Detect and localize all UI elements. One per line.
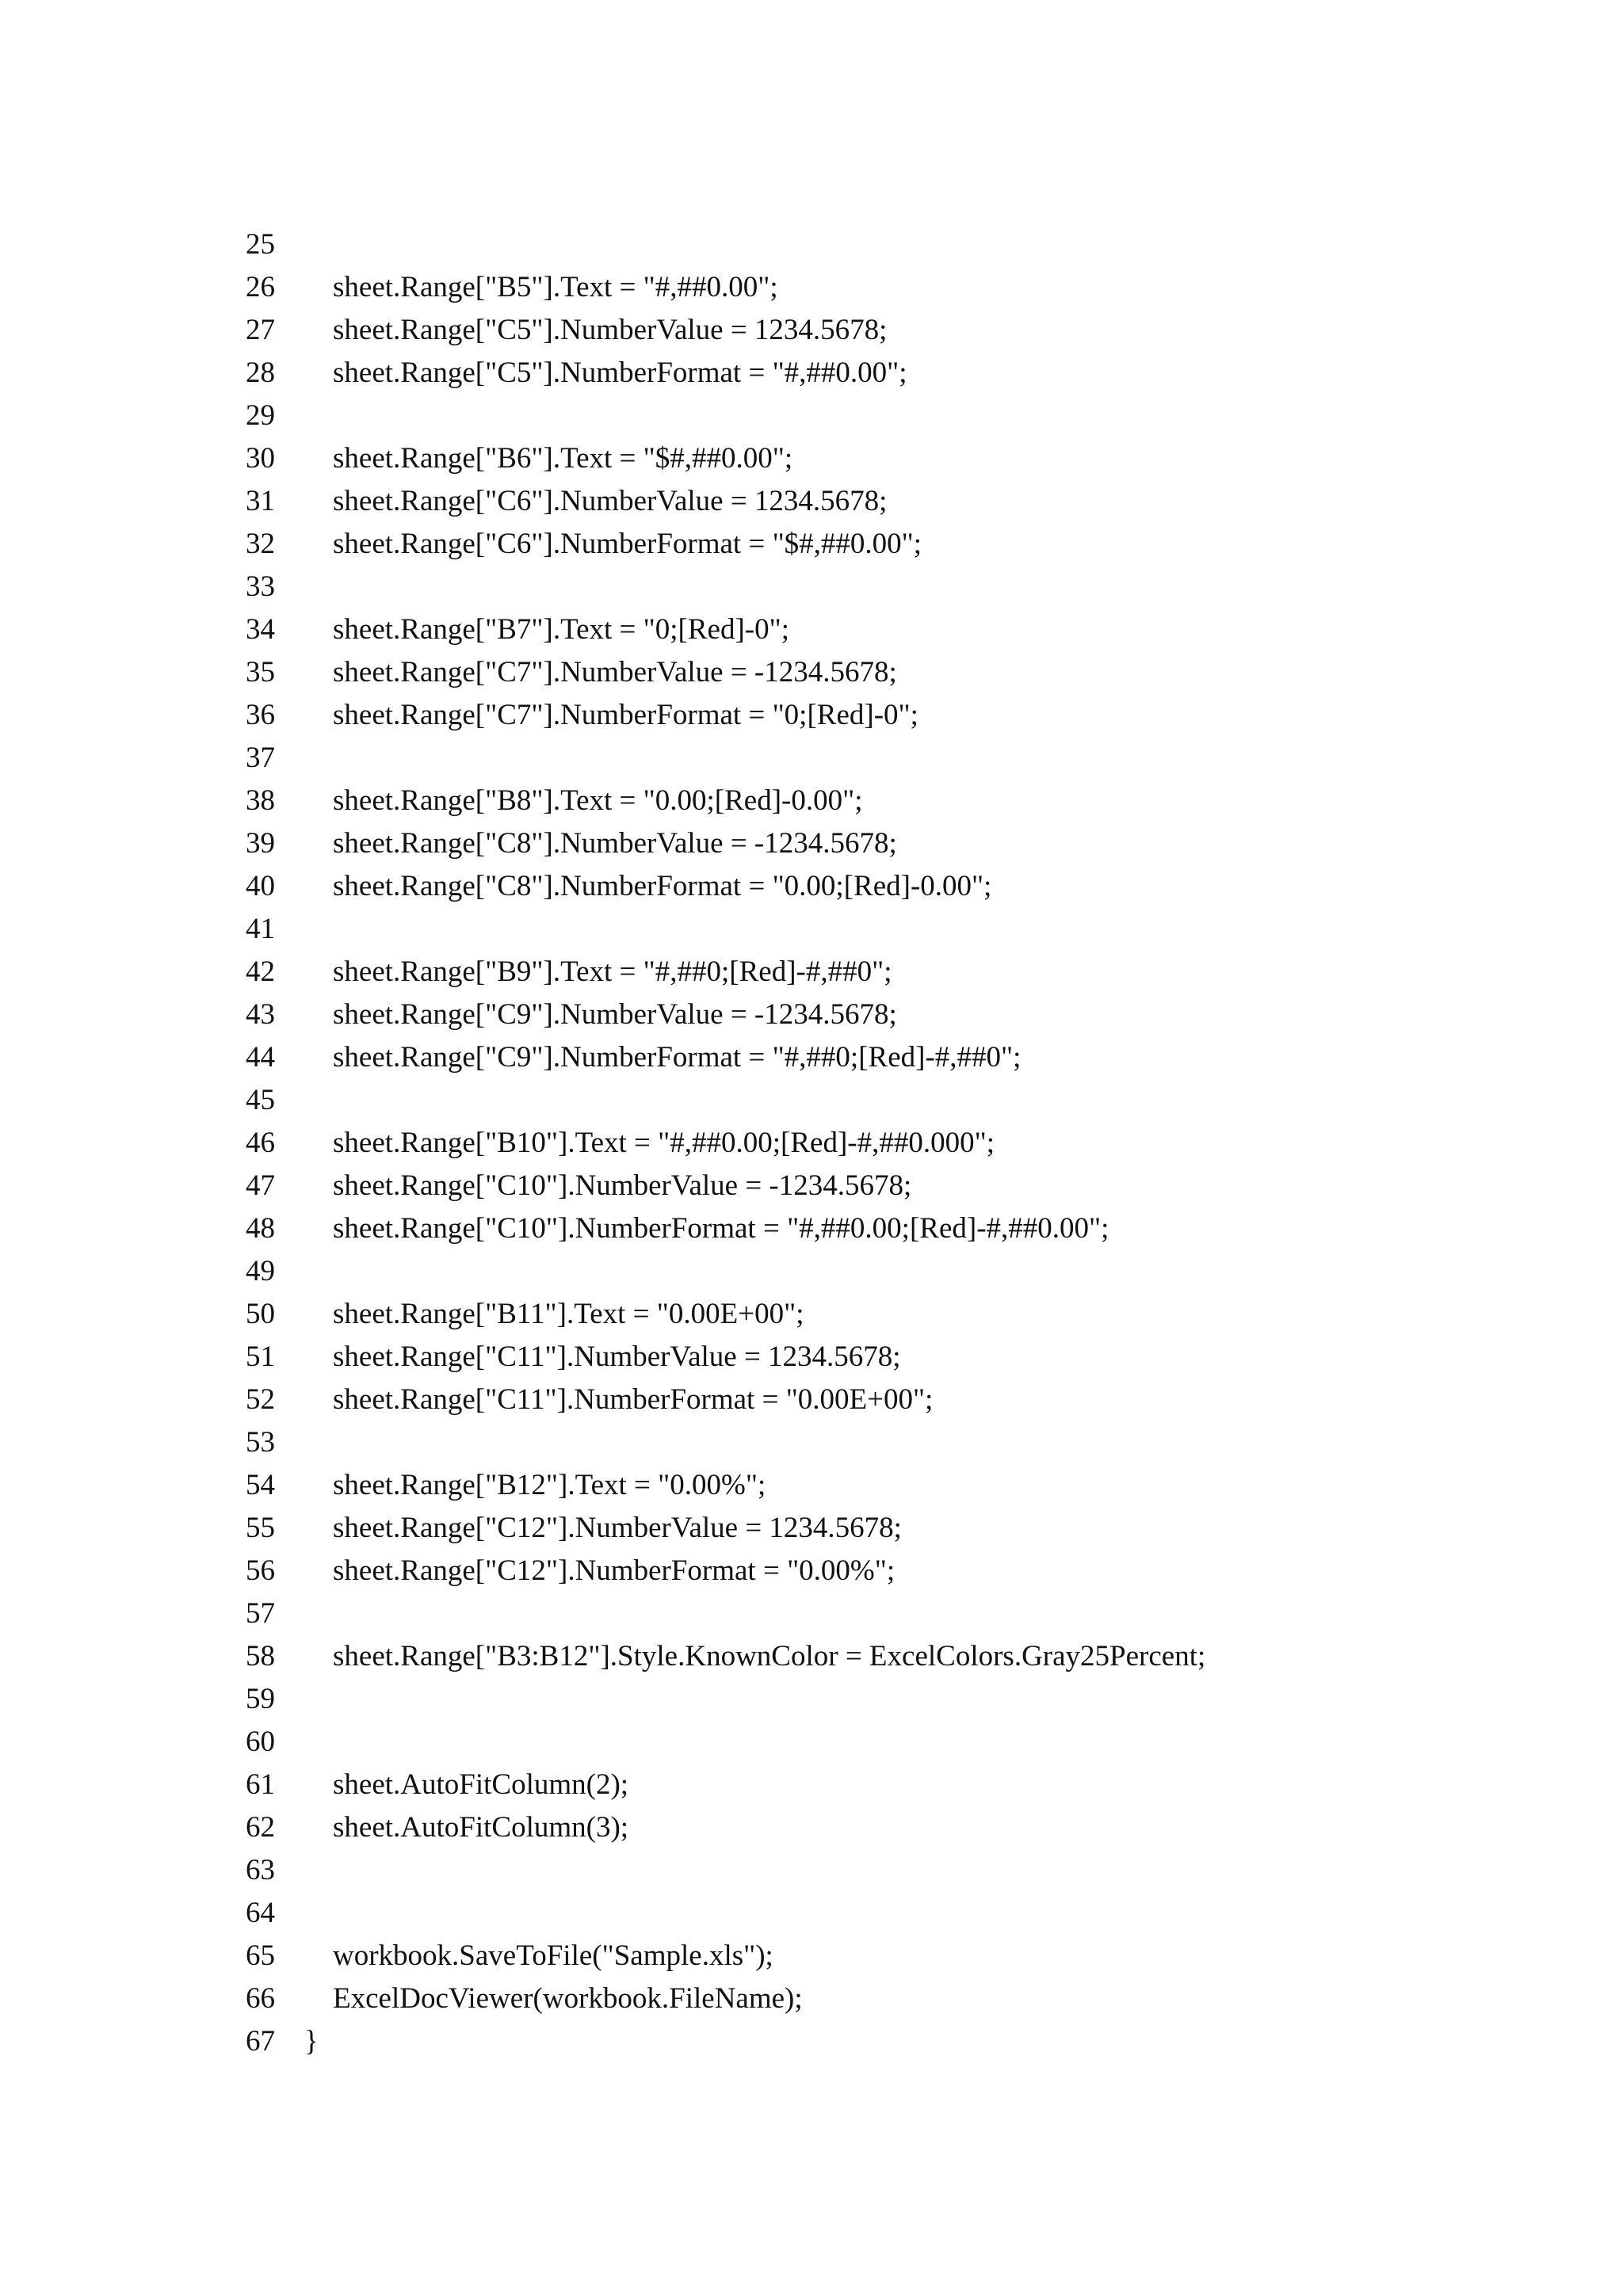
code-text: sheet.Range["C9"].NumberValue = -1234.5678; xyxy=(333,998,897,1031)
code-line xyxy=(0,694,1623,737)
code-line xyxy=(0,1721,1623,1764)
code-line xyxy=(0,437,1623,480)
code-line xyxy=(0,523,1623,566)
code-text: sheet.Range["C9"].NumberFormat = "#,##0;[Red]-#,##0"; xyxy=(333,1041,1022,1074)
line-number: 62 xyxy=(246,1811,275,1844)
code-line xyxy=(0,737,1623,780)
line-number: 25 xyxy=(246,228,275,261)
line-number: 28 xyxy=(246,357,275,389)
line-number: 35 xyxy=(246,656,275,688)
line-number: 37 xyxy=(246,742,275,774)
code-line xyxy=(0,608,1623,651)
line-number: 45 xyxy=(246,1084,275,1116)
code-line xyxy=(0,1036,1623,1079)
code-text: sheet.AutoFitColumn(3); xyxy=(333,1811,629,1844)
code-line xyxy=(0,1978,1623,2020)
code-line xyxy=(0,1592,1623,1635)
line-number: 46 xyxy=(246,1127,275,1159)
code-line xyxy=(0,780,1623,822)
code-text: sheet.Range["B12"].Text = "0.00%"; xyxy=(333,1469,766,1501)
code-text: sheet.Range["C8"].NumberFormat = "0.00;[Red]-0.00"; xyxy=(333,870,992,902)
line-number: 54 xyxy=(246,1469,275,1501)
line-number: 53 xyxy=(246,1426,275,1459)
code-line xyxy=(0,822,1623,865)
code-text: sheet.Range["B10"].Text = "#,##0.00;[Red]-#,##0.000"; xyxy=(333,1127,995,1159)
line-number: 38 xyxy=(246,784,275,817)
code-line xyxy=(0,1293,1623,1336)
code-line xyxy=(0,395,1623,437)
line-number: 49 xyxy=(246,1255,275,1287)
line-number: 63 xyxy=(246,1854,275,1886)
line-number: 39 xyxy=(246,827,275,860)
line-number: 52 xyxy=(246,1383,275,1416)
line-number: 65 xyxy=(246,1939,275,1972)
code-text: sheet.Range["B7"].Text = "0;[Red]-0"; xyxy=(333,613,789,646)
code-text: sheet.Range["B9"].Text = "#,##0;[Red]-#,##0"; xyxy=(333,955,892,988)
line-number: 58 xyxy=(246,1640,275,1672)
line-number: 60 xyxy=(246,1726,275,1758)
code-text: sheet.Range["B3:B12"].Style.KnownColor = ExcelColors.Gray25Percent; xyxy=(333,1640,1206,1672)
line-number: 27 xyxy=(246,314,275,346)
line-number: 44 xyxy=(246,1041,275,1074)
line-number: 32 xyxy=(246,528,275,560)
line-number: 64 xyxy=(246,1897,275,1929)
code-line xyxy=(0,1079,1623,1122)
line-number: 26 xyxy=(246,271,275,303)
code-text: ExcelDocViewer(workbook.FileName); xyxy=(333,1982,803,2015)
line-number: 40 xyxy=(246,870,275,902)
code-text: sheet.Range["C5"].NumberFormat = "#,##0.00"; xyxy=(333,357,907,389)
code-text: sheet.Range["B6"].Text = "$#,##0.00"; xyxy=(333,442,793,475)
line-number: 48 xyxy=(246,1212,275,1245)
line-number: 51 xyxy=(246,1341,275,1373)
code-line xyxy=(0,1764,1623,1806)
closing-brace: } xyxy=(304,2025,319,2058)
line-number: 66 xyxy=(246,1982,275,2015)
code-text: sheet.Range["B11"].Text = "0.00E+00"; xyxy=(333,1298,804,1330)
code-line xyxy=(0,1678,1623,1721)
code-text: sheet.AutoFitColumn(2); xyxy=(333,1768,629,1801)
line-number: 57 xyxy=(246,1597,275,1630)
line-number: 67 xyxy=(246,2025,275,2058)
code-listing xyxy=(0,223,1623,2063)
code-line xyxy=(0,865,1623,908)
code-line xyxy=(0,951,1623,994)
code-line xyxy=(0,1379,1623,1421)
code-line xyxy=(0,223,1623,266)
code-text: sheet.Range["C10"].NumberValue = -1234.5678; xyxy=(333,1169,912,1202)
line-number: 30 xyxy=(246,442,275,475)
code-text: sheet.Range["C7"].NumberFormat = "0;[Red]-0"; xyxy=(333,699,918,731)
code-line xyxy=(0,1892,1623,1935)
code-line xyxy=(0,352,1623,395)
code-line xyxy=(0,1550,1623,1592)
code-line xyxy=(0,2020,1623,2063)
line-number: 41 xyxy=(246,913,275,945)
code-line xyxy=(0,1507,1623,1550)
line-number: 61 xyxy=(246,1768,275,1801)
code-line xyxy=(0,1207,1623,1250)
code-text: sheet.Range["C10"].NumberFormat = "#,##0.00;[Red]-#,##0.00"; xyxy=(333,1212,1109,1245)
line-number: 42 xyxy=(246,955,275,988)
code-text: sheet.Range["B8"].Text = "0.00;[Red]-0.00"; xyxy=(333,784,863,817)
code-text: sheet.Range["C8"].NumberValue = -1234.5678; xyxy=(333,827,897,860)
code-line xyxy=(0,1849,1623,1892)
code-text: sheet.Range["C7"].NumberValue = -1234.5678; xyxy=(333,656,897,688)
code-line xyxy=(0,994,1623,1036)
line-number: 55 xyxy=(246,1512,275,1544)
code-line xyxy=(0,480,1623,523)
code-line xyxy=(0,1336,1623,1379)
code-text: sheet.Range["B5"].Text = "#,##0.00"; xyxy=(333,271,778,303)
code-line xyxy=(0,1935,1623,1978)
line-number: 56 xyxy=(246,1554,275,1587)
line-number: 59 xyxy=(246,1683,275,1715)
code-text: sheet.Range["C11"].NumberValue = 1234.5678; xyxy=(333,1341,901,1373)
line-number: 47 xyxy=(246,1169,275,1202)
code-text: workbook.SaveToFile("Sample.xls"); xyxy=(333,1939,773,1972)
code-text: sheet.Range["C12"].NumberFormat = "0.00%"; xyxy=(333,1554,896,1587)
line-number: 34 xyxy=(246,613,275,646)
code-line xyxy=(0,651,1623,694)
code-text: sheet.Range["C5"].NumberValue = 1234.5678; xyxy=(333,314,888,346)
code-line xyxy=(0,908,1623,951)
code-text: sheet.Range["C12"].NumberValue = 1234.5678; xyxy=(333,1512,902,1544)
code-line xyxy=(0,1635,1623,1678)
code-line xyxy=(0,266,1623,309)
line-number: 43 xyxy=(246,998,275,1031)
line-number: 31 xyxy=(246,485,275,517)
code-line xyxy=(0,566,1623,608)
code-line xyxy=(0,1464,1623,1507)
code-text: sheet.Range["C11"].NumberFormat = "0.00E+00"; xyxy=(333,1383,934,1416)
line-number: 50 xyxy=(246,1298,275,1330)
code-line xyxy=(0,1165,1623,1207)
code-line xyxy=(0,1421,1623,1464)
line-number: 36 xyxy=(246,699,275,731)
code-line xyxy=(0,1806,1623,1849)
line-number: 33 xyxy=(246,570,275,603)
code-text: sheet.Range["C6"].NumberFormat = "$#,##0.00"; xyxy=(333,528,922,560)
line-number: 29 xyxy=(246,399,275,432)
code-line xyxy=(0,1250,1623,1293)
code-line xyxy=(0,309,1623,352)
code-line xyxy=(0,1122,1623,1165)
code-text: sheet.Range["C6"].NumberValue = 1234.5678; xyxy=(333,485,888,517)
